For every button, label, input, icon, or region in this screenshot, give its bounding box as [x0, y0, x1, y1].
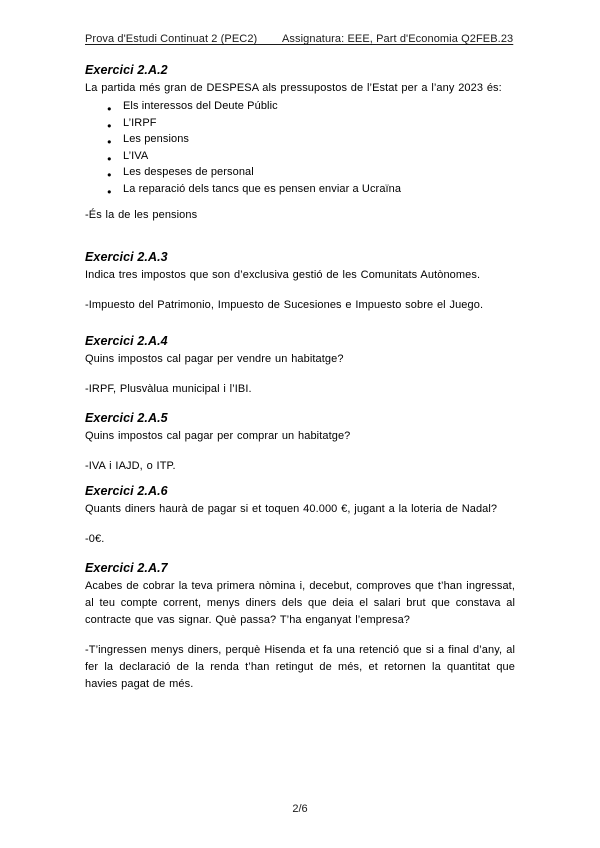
- exercise-2a2-answer: -És la de les pensions: [85, 209, 198, 221]
- list-item: ● L’IVA: [107, 148, 515, 165]
- exercise-2a5-answer: -IVA i IAJD, o ITP.: [85, 460, 176, 472]
- exercise-2a3-heading: Exercici 2.A.3: [85, 250, 168, 264]
- exercise-2a2: [85, 63, 515, 224]
- exercise-2a2-heading: Exercici 2.A.2: [85, 63, 168, 77]
- exercise-2a2-options-list: [85, 98, 515, 197]
- exercise-2a6-question: Quants diners haurà de pagar si et toquen 40.000 €, jugant a la loteria de Nadal?: [85, 503, 498, 515]
- list-item: ● Les despeses de personal: [107, 164, 515, 181]
- exercise-2a5-heading: Exercici 2.A.5: [85, 411, 168, 425]
- exercise-2a3: [85, 250, 515, 314]
- exercise-2a6-heading: Exercici 2.A.6: [85, 484, 168, 498]
- list-item: ● L’IRPF: [107, 115, 515, 132]
- exercise-2a4: [85, 334, 515, 398]
- exercise-2a7-question: Acabes de cobrar la teva primera nòmina i, decebut, comproves que t’han ingressat, al teu compte corrent, menys diners dels que deia el salari brut que constava al contracte que vas signar. Què passa? T’ha enganyat l’empresa?: [85, 580, 515, 626]
- exercise-2a2-question: La partida més gran de DESPESA als pressupostos de l’Estat per a l’any 2023 és:: [85, 82, 502, 94]
- exercise-2a4-question: Quins impostos cal pagar per vendre un habitatge?: [85, 353, 344, 365]
- exercise-2a7: [85, 561, 515, 693]
- exercise-2a6: [85, 484, 515, 548]
- exercise-2a4-answer: -IRPF, Plusvàlua municipal i l’IBI.: [85, 383, 252, 395]
- exercise-2a4-heading: Exercici 2.A.4: [85, 334, 168, 348]
- exercise-2a3-answer: -Impuesto del Patrimonio, Impuesto de Sucesiones e Impuesto sobre el Juego.: [85, 299, 484, 311]
- exercise-2a3-question: Indica tres impostos que son d’exclusiva gestió de les Comunitats Autònomes.: [85, 269, 481, 281]
- list-item: ● La reparació dels tancs que es pensen enviar a Ucraïna: [107, 181, 515, 198]
- exercise-2a5-question: Quins impostos cal pagar per comprar un habitatge?: [85, 430, 351, 442]
- document-header: Prova d'Estudi Continuat 2 (PEC2) Assignatura: EEE, Part d'Economia Q2FEB.23: [85, 33, 514, 45]
- list-item: ● Les pensions: [107, 131, 515, 148]
- exercise-2a5: [85, 411, 515, 475]
- exercise-2a6-answer: -0€.: [85, 533, 105, 545]
- exercise-2a7-answer: -T’ingressen menys diners, perquè Hisenda et fa una retenció que si a final d’any, al fer la declaració de la renda t’han retingut de més, et retornen la quantitat que havies pagat de més.: [85, 644, 515, 690]
- page-number: 2/6: [292, 803, 308, 815]
- list-item: ● Els interessos del Deute Públic: [107, 98, 515, 115]
- exercise-2a7-heading: Exercici 2.A.7: [85, 561, 168, 575]
